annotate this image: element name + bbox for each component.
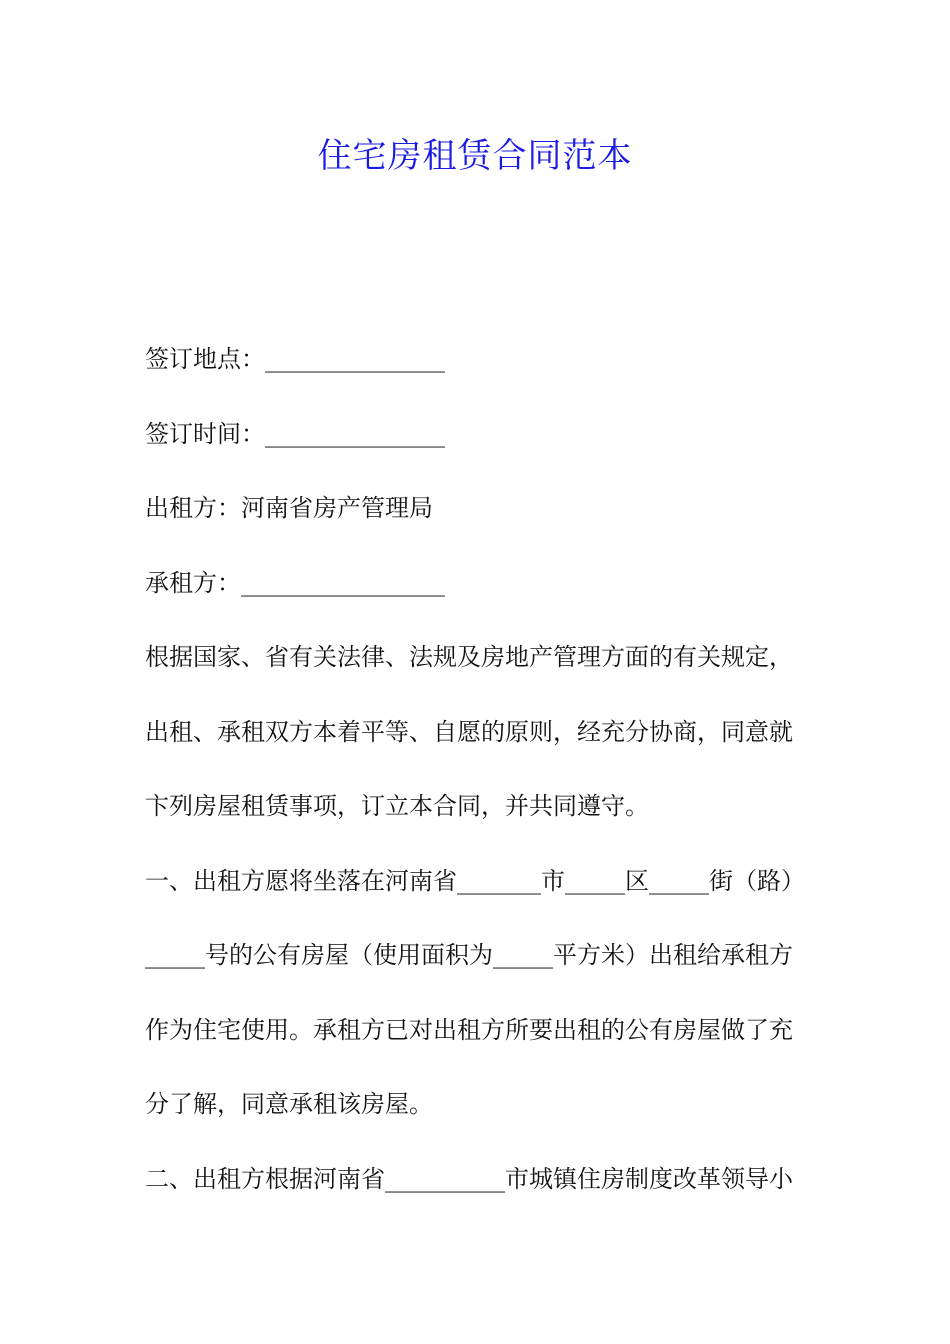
- paragraph-line: 出租、承租双方本着平等、自愿的原则，经充分协商，同意就: [145, 717, 793, 746]
- paragraph-line: 卞列房屋租赁事项，订立本合同，并共同遵守。: [145, 792, 649, 820]
- clause-one-line: 分了解，同意承租该房屋。: [145, 1090, 433, 1118]
- document-body: [145, 338, 815, 1232]
- line-lessor: 出租方：河南省房产管理局: [145, 494, 433, 522]
- paragraph-line: 根据国家、省有关法律、法规及房地产管理方面的有关规定，: [145, 643, 793, 671]
- clause-one-line: 作为住宅使用。承租方已对出租方所要出租的公有房屋做了充: [145, 1015, 793, 1044]
- clause-two-line: 二、出租方根据河南省__________市城镇住房制度改革领导小: [145, 1164, 793, 1193]
- clause-one-line: _____号的公有房屋（使用面积为_____平方米）出租给承租方: [145, 941, 793, 969]
- clause-one-line: 一、出租方愿将坐落在河南省_______市_____区_____街（路）: [145, 866, 805, 895]
- line-signing-time: 签订时间：_______________: [145, 419, 445, 448]
- line-signing-place: 签订地点：_______________: [145, 345, 445, 373]
- document-title: 住宅房租赁合同范本: [317, 136, 633, 176]
- line-lessee: 承租方：_________________: [145, 568, 445, 597]
